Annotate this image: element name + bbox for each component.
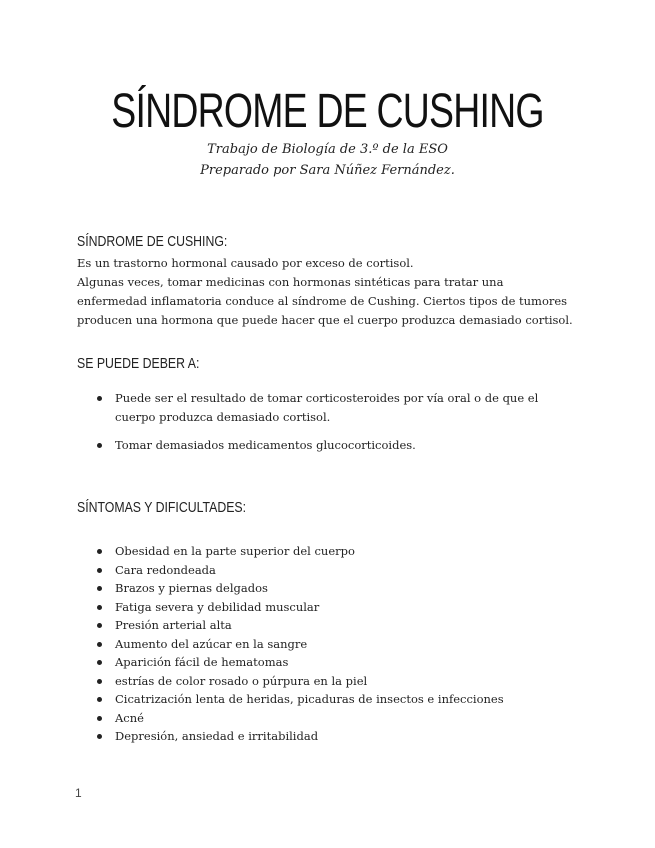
document-title: SÍNDROME DE CUSHING xyxy=(111,85,544,138)
list-item xyxy=(77,436,577,455)
symptom-text: Acné xyxy=(115,710,144,725)
symptom-text: Cicatrización lenta de heridas, picaduras de insectos e infecciones xyxy=(115,692,504,706)
list-item xyxy=(77,709,577,728)
definition-line: Algunas veces, tomar medicinas con hormonas sintéticas para tratar una enfermedad inflamatoria conduce al síndrome de Cushing. Ciertos tipos de tumores producen una hormona que puede hacer que el cuerpo produzca demasiado cortisol. xyxy=(77,275,573,327)
list-item xyxy=(77,672,577,691)
symptom-text: Presión arterial alta xyxy=(115,618,232,632)
list-item xyxy=(77,653,577,672)
symptom-text: Aparición fácil de hematomas xyxy=(115,655,289,669)
definition-paragraph xyxy=(77,254,577,330)
cause-text: Puede ser el resultado de tomar corticosteroides por vía oral o de que el cuerpo produzca demasiado cortisol. xyxy=(115,391,539,424)
section-heading-causes: SE PUEDE DEBER A: xyxy=(77,355,200,372)
bullet-icon xyxy=(97,586,102,591)
symptom-text: estrías de color rosado o púrpura en la piel xyxy=(115,673,368,688)
definition-line: Es un trastorno hormonal causado por exceso de cortisol. xyxy=(77,256,414,270)
bullet-icon xyxy=(97,734,102,739)
bullet-icon xyxy=(97,605,102,610)
list-item xyxy=(77,389,577,427)
symptom-text: Depresión, ansiedad e irritabilidad xyxy=(115,729,319,743)
bullet-icon xyxy=(97,623,102,628)
list-item xyxy=(77,727,577,746)
document-subtitle-author: Preparado por Sara Núñez Fernández. xyxy=(200,163,455,178)
symptom-text: Fatiga severa y debilidad muscular xyxy=(115,599,320,614)
bullet-icon xyxy=(97,549,102,554)
list-item xyxy=(77,616,577,635)
bullet-icon xyxy=(97,642,102,647)
symptom-text: Aumento del azúcar en la sangre xyxy=(115,636,308,651)
cause-text: Tomar demasiados medicamentos glucocorticoides. xyxy=(115,438,416,452)
section-heading-symptoms: SÍNTOMAS Y DIFICULTADES: xyxy=(77,499,247,516)
bullet-icon xyxy=(97,679,102,684)
bullet-icon xyxy=(97,697,102,702)
list-item xyxy=(77,690,577,709)
bullet-icon xyxy=(97,396,102,401)
list-item xyxy=(77,598,577,617)
list-item xyxy=(77,561,577,580)
symptom-text: Obesidad en la parte superior del cuerpo xyxy=(115,544,355,558)
bullet-icon xyxy=(97,443,102,448)
symptom-text: Cara redondeada xyxy=(115,562,216,577)
list-item xyxy=(77,579,577,598)
document-subtitle-course: Trabajo de Biología de 3.º de la ESO xyxy=(207,142,448,157)
list-item xyxy=(77,542,577,561)
section-heading-definition: SÍNDROME DE CUSHING: xyxy=(77,233,228,250)
page-number: 1 xyxy=(75,786,82,800)
causes-list xyxy=(77,389,577,464)
bullet-icon xyxy=(97,660,102,665)
bullet-icon xyxy=(97,568,102,573)
symptoms-list xyxy=(77,542,577,746)
bullet-icon xyxy=(97,716,102,721)
list-item xyxy=(77,635,577,654)
symptom-text: Brazos y piernas delgados xyxy=(115,581,268,595)
